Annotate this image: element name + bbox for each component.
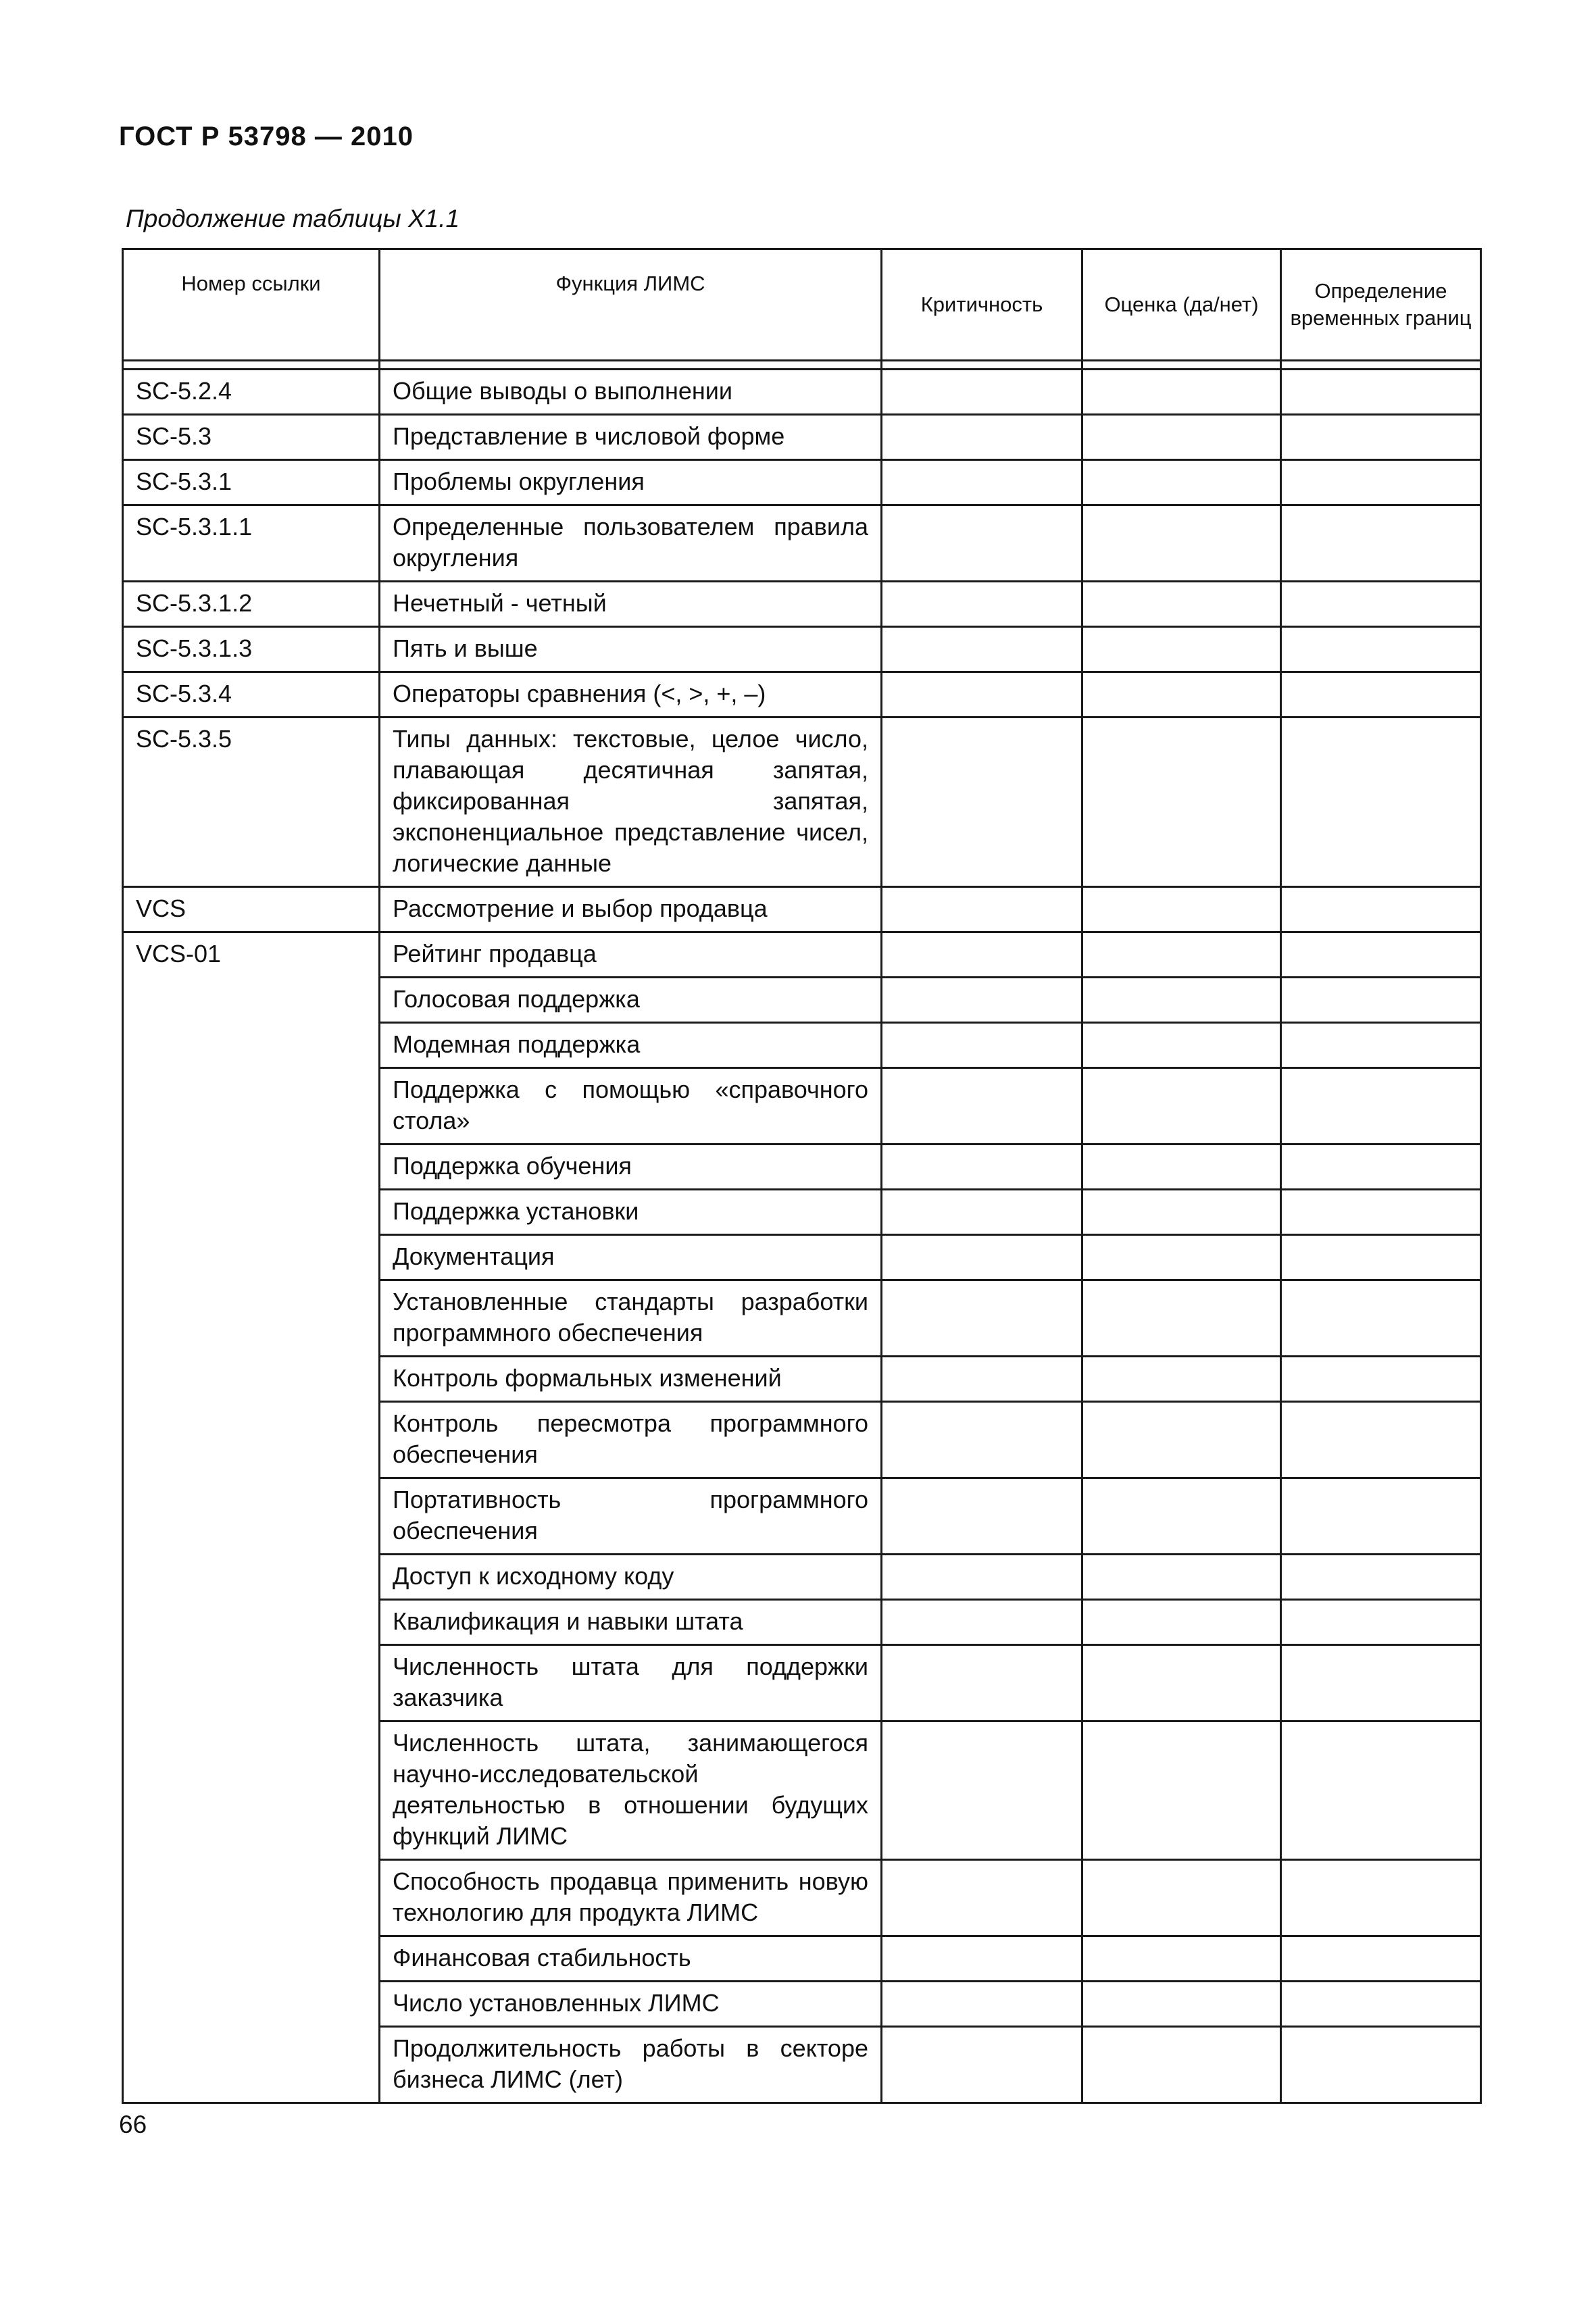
- cell-criticality: [882, 1478, 1082, 1555]
- cell-assessment: [1082, 2027, 1281, 2103]
- cell-time-limits: [1281, 718, 1481, 887]
- cell-time-limits: [1281, 1280, 1481, 1357]
- cell-time-limits: [1281, 582, 1481, 627]
- cell-function: Финансовая стабильность: [380, 1936, 882, 1982]
- separator-cell: [882, 361, 1082, 370]
- cell-function: Контроль формальных изменений: [380, 1357, 882, 1402]
- cell-ref: SC-5.2.4: [123, 370, 380, 415]
- cell-time-limits: [1281, 1645, 1481, 1721]
- table-row: [123, 582, 1481, 627]
- cell-time-limits: [1281, 1190, 1481, 1235]
- separator-cell: [123, 361, 380, 370]
- cell-ref: [123, 1645, 380, 1721]
- cell-ref: SC-5.3.1.2: [123, 582, 380, 627]
- cell-criticality: [882, 582, 1082, 627]
- cell-time-limits: [1281, 672, 1481, 718]
- cell-assessment: [1082, 582, 1281, 627]
- cell-time-limits: [1281, 1721, 1481, 1860]
- cell-time-limits: [1281, 2027, 1481, 2103]
- cell-ref: SC-5.3.5: [123, 718, 380, 887]
- cell-assessment: [1082, 1860, 1281, 1936]
- cell-criticality: [882, 1023, 1082, 1068]
- table-row: [123, 1721, 1481, 1860]
- cell-ref: SC-5.3.1: [123, 460, 380, 505]
- cell-criticality: [882, 1190, 1082, 1235]
- cell-function: Продолжительность работы в секторе бизнеса ЛИМС (лет): [380, 2027, 882, 2103]
- cell-time-limits: [1281, 1600, 1481, 1645]
- cell-ref: [123, 1721, 380, 1860]
- cell-criticality: [882, 370, 1082, 415]
- cell-ref: SC-5.3: [123, 415, 380, 460]
- page-number: 66: [119, 2111, 147, 2138]
- header-assessment: Оценка (да/нет): [1082, 249, 1281, 361]
- table-row: [123, 1555, 1481, 1600]
- cell-ref: [123, 1600, 380, 1645]
- cell-function: Поддержка установки: [380, 1190, 882, 1235]
- cell-criticality: [882, 1721, 1082, 1860]
- cell-function: Представление в числовой форме: [380, 415, 882, 460]
- cell-assessment: [1082, 1402, 1281, 1478]
- cell-criticality: [882, 460, 1082, 505]
- cell-ref: [123, 1982, 380, 2027]
- cell-ref: [123, 1478, 380, 1555]
- cell-criticality: [882, 932, 1082, 978]
- table-row: [123, 1357, 1481, 1402]
- cell-criticality: [882, 1145, 1082, 1190]
- table-row: [123, 1235, 1481, 1280]
- table-row: [123, 1023, 1481, 1068]
- table-row: [123, 1280, 1481, 1357]
- cell-assessment: [1082, 1645, 1281, 1721]
- header-function: Функция ЛИМС: [380, 249, 882, 361]
- header-ref: Номер ссылки: [123, 249, 380, 361]
- cell-time-limits: [1281, 1982, 1481, 2027]
- cell-function: Установленные стандарты разработки программного обеспечения: [380, 1280, 882, 1357]
- table-caption: Продолжение таблицы Х1.1: [126, 205, 460, 232]
- cell-time-limits: [1281, 1936, 1481, 1982]
- cell-time-limits: [1281, 505, 1481, 582]
- cell-time-limits: [1281, 932, 1481, 978]
- header-criticality: Критичность: [882, 249, 1082, 361]
- cell-ref: SC-5.3.4: [123, 672, 380, 718]
- cell-criticality: [882, 2027, 1082, 2103]
- cell-function: Квалификация и навыки штата: [380, 1600, 882, 1645]
- cell-ref: [123, 1555, 380, 1600]
- cell-assessment: [1082, 1478, 1281, 1555]
- table-row: [123, 1600, 1481, 1645]
- cell-function: Число установленных ЛИМС: [380, 1982, 882, 2027]
- table-row: [123, 627, 1481, 672]
- cell-ref: [123, 1145, 380, 1190]
- cell-function: Пять и выше: [380, 627, 882, 672]
- cell-time-limits: [1281, 1357, 1481, 1402]
- cell-criticality: [882, 1982, 1082, 2027]
- cell-criticality: [882, 887, 1082, 932]
- cell-assessment: [1082, 1982, 1281, 2027]
- cell-ref: [123, 1280, 380, 1357]
- separator-cell: [1281, 361, 1481, 370]
- table-row: [123, 672, 1481, 718]
- cell-assessment: [1082, 1235, 1281, 1280]
- cell-criticality: [882, 672, 1082, 718]
- cell-time-limits: [1281, 887, 1481, 932]
- cell-function: Модемная поддержка: [380, 1023, 882, 1068]
- cell-time-limits: [1281, 370, 1481, 415]
- table-row: [123, 460, 1481, 505]
- cell-time-limits: [1281, 460, 1481, 505]
- cell-ref: [123, 1023, 380, 1068]
- cell-criticality: [882, 1555, 1082, 1600]
- cell-function: Доступ к исходному коду: [380, 1555, 882, 1600]
- cell-ref: [123, 1402, 380, 1478]
- table-header-row: [123, 249, 1481, 361]
- table-row: [123, 1645, 1481, 1721]
- table-row: [123, 1860, 1481, 1936]
- table-row: [123, 2027, 1481, 2103]
- table-row: [123, 718, 1481, 887]
- lims-function-table: [122, 248, 1480, 2104]
- cell-criticality: [882, 1645, 1082, 1721]
- cell-ref: [123, 1936, 380, 1982]
- cell-assessment: [1082, 415, 1281, 460]
- cell-function: Поддержка с помощью «справочного стола»: [380, 1068, 882, 1145]
- cell-criticality: [882, 1357, 1082, 1402]
- cell-assessment: [1082, 370, 1281, 415]
- cell-ref: SC-5.3.1.1: [123, 505, 380, 582]
- cell-function: Голосовая поддержка: [380, 978, 882, 1023]
- cell-time-limits: [1281, 1023, 1481, 1068]
- cell-criticality: [882, 1402, 1082, 1478]
- table-row: [123, 1982, 1481, 2027]
- cell-time-limits: [1281, 1145, 1481, 1190]
- cell-function: Численность штата, занимающегося научно-исследовательской деятельностью в отношении будущих функций ЛИМС: [380, 1721, 882, 1860]
- cell-assessment: [1082, 672, 1281, 718]
- table-row: [123, 370, 1481, 415]
- cell-time-limits: [1281, 1555, 1481, 1600]
- cell-criticality: [882, 1600, 1082, 1645]
- cell-assessment: [1082, 1600, 1281, 1645]
- cell-assessment: [1082, 627, 1281, 672]
- cell-criticality: [882, 1280, 1082, 1357]
- table-row: [123, 887, 1481, 932]
- cell-function: Рассмотрение и выбор продавца: [380, 887, 882, 932]
- table-row: [123, 505, 1481, 582]
- cell-assessment: [1082, 1357, 1281, 1402]
- cell-criticality: [882, 415, 1082, 460]
- table-row: [123, 932, 1481, 978]
- table-row: [123, 1936, 1481, 1982]
- cell-function: Рейтинг продавца: [380, 932, 882, 978]
- cell-function: Поддержка обучения: [380, 1145, 882, 1190]
- cell-assessment: [1082, 1023, 1281, 1068]
- cell-assessment: [1082, 887, 1281, 932]
- cell-time-limits: [1281, 1068, 1481, 1145]
- cell-assessment: [1082, 718, 1281, 887]
- cell-function: Проблемы округления: [380, 460, 882, 505]
- cell-function: Общие выводы о выполнении: [380, 370, 882, 415]
- table-row: [123, 1068, 1481, 1145]
- cell-criticality: [882, 1860, 1082, 1936]
- cell-function: Нечетный - четный: [380, 582, 882, 627]
- cell-time-limits: [1281, 627, 1481, 672]
- cell-assessment: [1082, 1145, 1281, 1190]
- cell-ref: [123, 1860, 380, 1936]
- cell-function: Контроль пересмотра программного обеспечения: [380, 1402, 882, 1478]
- table-row: [123, 1402, 1481, 1478]
- header-time-limits: Определение временных границ: [1281, 249, 1481, 361]
- table-row: [123, 415, 1481, 460]
- separator-cell: [380, 361, 882, 370]
- cell-criticality: [882, 1235, 1082, 1280]
- cell-ref: VCS: [123, 887, 380, 932]
- cell-time-limits: [1281, 415, 1481, 460]
- cell-assessment: [1082, 1280, 1281, 1357]
- cell-criticality: [882, 978, 1082, 1023]
- table-row: [123, 978, 1481, 1023]
- cell-time-limits: [1281, 1860, 1481, 1936]
- cell-function: Портативность программного обеспечения: [380, 1478, 882, 1555]
- cell-function: Способность продавца применить новую технологию для продукта ЛИМС: [380, 1860, 882, 1936]
- cell-function: Определенные пользователем правила округления: [380, 505, 882, 582]
- cell-assessment: [1082, 1068, 1281, 1145]
- cell-time-limits: [1281, 978, 1481, 1023]
- table: [122, 248, 1482, 2104]
- cell-ref: [123, 1357, 380, 1402]
- table-header: [123, 249, 1481, 361]
- cell-ref: [123, 2027, 380, 2103]
- cell-assessment: [1082, 1555, 1281, 1600]
- cell-criticality: [882, 505, 1082, 582]
- cell-assessment: [1082, 1190, 1281, 1235]
- cell-assessment: [1082, 1936, 1281, 1982]
- cell-function: Операторы сравнения (<, >, +, –): [380, 672, 882, 718]
- table-row: [123, 1478, 1481, 1555]
- cell-time-limits: [1281, 1235, 1481, 1280]
- cell-function: Документация: [380, 1235, 882, 1280]
- cell-assessment: [1082, 978, 1281, 1023]
- cell-criticality: [882, 1936, 1082, 1982]
- cell-ref: [123, 1190, 380, 1235]
- cell-time-limits: [1281, 1478, 1481, 1555]
- cell-ref: [123, 1235, 380, 1280]
- cell-criticality: [882, 1068, 1082, 1145]
- cell-ref: VCS-01: [123, 932, 380, 978]
- cell-criticality: [882, 718, 1082, 887]
- separator-cell: [1082, 361, 1281, 370]
- cell-function: Типы данных: текстовые, целое число, плавающая десятичная запятая, фиксированная запятая, экспоненциальное представление чисел, логические данные: [380, 718, 882, 887]
- cell-ref: [123, 1068, 380, 1145]
- cell-assessment: [1082, 932, 1281, 978]
- cell-time-limits: [1281, 1402, 1481, 1478]
- table-body: [123, 361, 1481, 2103]
- cell-function: Численность штата для поддержки заказчика: [380, 1645, 882, 1721]
- document-standard-title: ГОСТ Р 53798 — 2010: [119, 122, 414, 151]
- table-row: [123, 1190, 1481, 1235]
- cell-criticality: [882, 627, 1082, 672]
- cell-ref: [123, 978, 380, 1023]
- cell-assessment: [1082, 1721, 1281, 1860]
- cell-ref: SC-5.3.1.3: [123, 627, 380, 672]
- table-row: [123, 1145, 1481, 1190]
- cell-assessment: [1082, 505, 1281, 582]
- header-separator-row: [123, 361, 1481, 370]
- cell-assessment: [1082, 460, 1281, 505]
